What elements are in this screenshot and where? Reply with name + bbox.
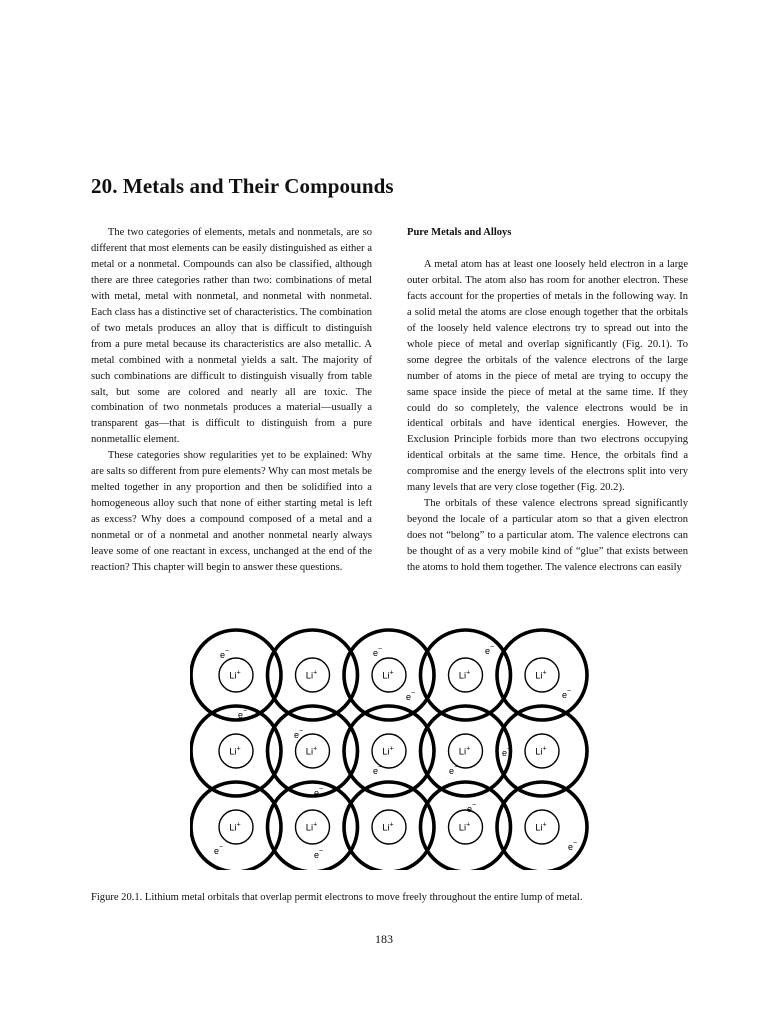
lithium-ion-label: Li+ <box>305 821 318 834</box>
lithium-ion <box>296 658 330 692</box>
electron-label: e− <box>314 786 324 798</box>
electron-label: e− <box>220 648 230 660</box>
section-heading: Pure Metals and Alloys <box>407 227 512 238</box>
lithium-ion <box>525 810 559 844</box>
lithium-orbital-diagram <box>190 628 590 870</box>
lithium-ion <box>219 734 253 768</box>
lithium-ion-label: Li+ <box>229 745 241 758</box>
lithium-ion <box>219 658 253 692</box>
lithium-ion <box>219 810 253 844</box>
lithium-ion <box>449 734 483 768</box>
lithium-ion <box>525 658 559 692</box>
electron-label: e− <box>373 764 383 776</box>
lithium-ion <box>449 658 483 692</box>
lithium-ion-label: Li+ <box>535 821 547 834</box>
page-number: 183 <box>375 932 393 946</box>
lithium-ion-label: Li+ <box>535 745 547 758</box>
electron-label: e− <box>406 690 416 702</box>
electron-label: e− <box>314 848 324 860</box>
electron-label: e− <box>214 844 224 856</box>
lithium-ion-label: Li+ <box>229 821 241 834</box>
electron-label: e− <box>562 688 572 700</box>
lithium-orbital-figure <box>190 628 590 870</box>
figure-caption: Figure 20.1. Lithium metal orbitals that overlap permit electrons to move freely throughout the entire lump of metal. <box>91 892 583 903</box>
valence-electron-paragraph: The orbitals of these valence electrons spread significantly beyond the locale of a particular atom so that a given electron does not “belong” to a particular atom. The valence electrons can be thought of as a very mobile kind of “glue” that exists between the atoms to hold them together. The valence electrons can easily <box>407 498 688 574</box>
lithium-ion <box>525 734 559 768</box>
electron-label: e− <box>449 764 459 776</box>
left-column <box>91 225 372 576</box>
electron-label: e− <box>294 728 304 740</box>
lithium-ion <box>372 734 406 768</box>
electron-label: e− <box>485 644 495 656</box>
lithium-ion <box>449 810 483 844</box>
metal-atom-paragraph: A metal atom has at least one loosely held electron in a large outer orbital. The atom also has room for another electron. These facts account for the properties of metals in the following way. In a solid metal the atoms are close enough together that the orbitals of the loosely held valence electrons try to spread out into the whole piece of metal and overlap significantly (Fig. 20.1). To some degree the orbitals of the valence electrons of the large number of atoms in the piece of metal are trying to occupy the same space inside the piece of metal at the same time. If they could do so completely, the valence electrons would be in identical orbitals and have identical energies. However, the Exclusion Principle forbids more than two electrons occupying identical orbitals at the same time. Hence, the orbitals find a compromise and the energy levels of the electrons split into very many levels that are very close together (Fig. 20.2). <box>407 258 688 494</box>
electron-label: e− <box>238 708 248 720</box>
chapter-title: 20. Metals and Their Compounds <box>91 174 394 198</box>
lithium-ion <box>372 658 406 692</box>
lithium-ion-label: Li+ <box>458 745 471 758</box>
lithium-ion <box>296 810 330 844</box>
lithium-ion-label: Li+ <box>458 821 471 834</box>
electron-label: e− <box>373 646 383 658</box>
right-column <box>407 225 688 576</box>
lithium-ion-label: Li+ <box>382 669 394 682</box>
lithium-ion-label: Li+ <box>382 821 394 834</box>
lithium-ion <box>372 810 406 844</box>
intro-paragraph: The two categories of elements, metals and nonmetals, are so different that most elements can be easily distinguished as either a metal or a nonmetal. Compounds can also be classified, although there are three categories rather than two: combinations of metal with metal, metal with nonmetal, and nonmetal with nonmetal. Each class has a distinctive set of characteristics. The combination of two metals produces an alloy that is difficult to distinguish from a pure metal because its characteristics are also metallic. A metal combined with a nonmetal yields a salt. The majority of such combinations are difficult to distinguish visually from table salt, but some are colored and nearly all are toxic. The combination of two nonmetals produces a material—usually a transparent gas—that is difficult to distinguish from a pure nonmetallic element. <box>91 227 372 446</box>
lithium-ion-label: Li+ <box>305 669 318 682</box>
lithium-ion-label: Li+ <box>305 745 318 758</box>
lithium-ion-label: Li+ <box>535 669 547 682</box>
electron-label: e− <box>502 746 512 758</box>
electron-label: e− <box>568 840 578 852</box>
electron-label: e− <box>467 802 477 814</box>
lithium-ion <box>296 734 330 768</box>
lithium-ion-label: Li+ <box>458 669 471 682</box>
questions-paragraph: These categories show regularities yet to be explained: Why are salts so different from pure elements? Why can most metals be melted together in any proportion and then be solidified into a homogeneous alloy such that none of either starting metal is left as excess? Why does a compound composed of a metal and a nonmetal or of a nonmetal and another nonmetal nearly always leave some of one reactant in excess, unchanged at the end of the reaction? This chapter will begin to answer these questions. <box>91 450 372 574</box>
lithium-ion-label: Li+ <box>382 745 394 758</box>
lithium-ion-label: Li+ <box>229 669 241 682</box>
